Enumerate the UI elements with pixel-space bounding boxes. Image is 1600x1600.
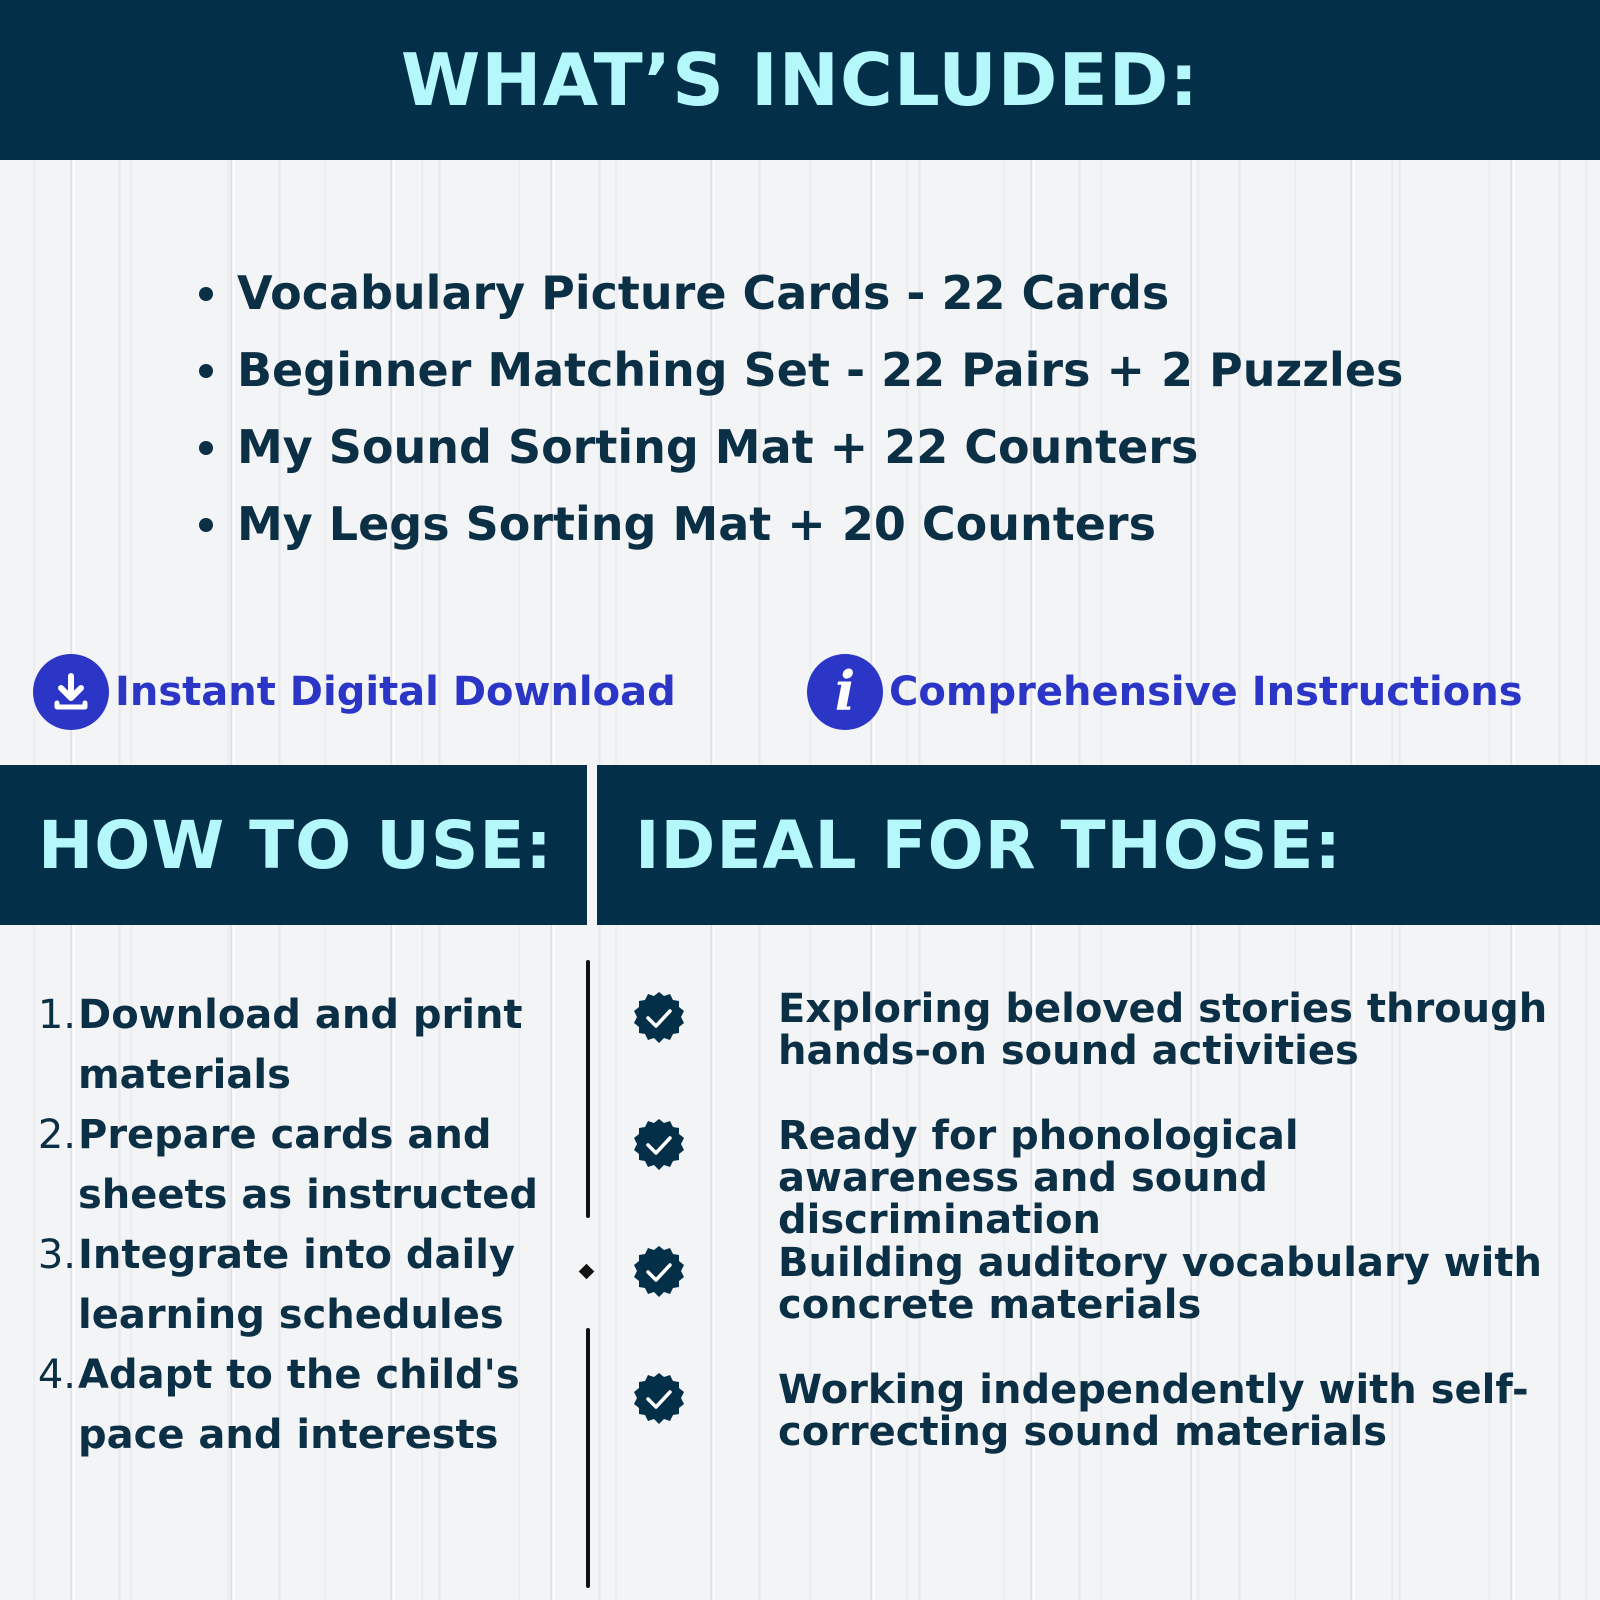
bullet-icon (199, 364, 213, 378)
ideal-item-text: Working independently with self-correcting sound materials (778, 1367, 1529, 1455)
whats-included-header (0, 0, 1600, 160)
info-icon: i (807, 654, 883, 730)
bullet-icon (199, 287, 213, 301)
check-badge-icon (632, 1372, 686, 1426)
step-text: Integrate into daily learning schedules (78, 1232, 515, 1338)
ideal-item (632, 988, 1552, 1072)
step-text: Adapt to the child's pace and interests (78, 1352, 520, 1458)
check-badge-icon (632, 1245, 686, 1299)
feature-download-label: Instant Digital Download (115, 669, 676, 715)
step-text: Prepare cards and sheets as instructed (78, 1112, 539, 1218)
bullet-icon (199, 518, 213, 532)
ideal-item-text: Ready for phonological awareness and sound discrimination (778, 1113, 1299, 1243)
step-number: 2. (37, 1112, 76, 1158)
step-text: Download and print materials (78, 992, 523, 1098)
feature-instructions (807, 653, 1523, 731)
step-item (30, 985, 575, 1105)
step-item (30, 1225, 575, 1345)
included-item: My Sound Sorting Mat + 22 Counters (195, 409, 1403, 486)
step-number: 3. (37, 1232, 76, 1278)
divider-diamond-icon (579, 1264, 595, 1280)
step-item (30, 1345, 575, 1465)
check-badge-icon (632, 1118, 686, 1172)
column-divider (586, 960, 590, 1218)
ideal-item-text: Building auditory vocabulary with concrete materials (778, 1240, 1542, 1328)
how-to-use-steps (30, 985, 575, 1465)
step-item (30, 1105, 575, 1225)
ideal-item-text: Exploring beloved stories through hands-on sound activities (778, 986, 1548, 1074)
ideal-item (632, 1115, 1552, 1241)
ideal-item (632, 1369, 1552, 1453)
ideal-for-header (597, 765, 1600, 925)
feature-instructions-label: Comprehensive Instructions (889, 669, 1523, 715)
how-to-use-header (0, 765, 587, 925)
whats-included-title: WHAT’S INCLUDED: (400, 38, 1200, 122)
included-item: My Legs Sorting Mat + 20 Counters (195, 486, 1403, 563)
step-number: 1. (37, 992, 76, 1038)
feature-download (33, 653, 676, 731)
ideal-item (632, 1242, 1552, 1326)
ideal-for-title: IDEAL FOR THOSE: (635, 806, 1342, 884)
check-badge-icon (632, 991, 686, 1045)
how-to-use-title: HOW TO USE: (38, 806, 553, 884)
included-list (195, 255, 1403, 563)
step-number: 4. (37, 1352, 76, 1398)
included-item: Vocabulary Picture Cards - 22 Cards (195, 255, 1403, 332)
included-item: Beginner Matching Set - 22 Pairs + 2 Puzzles (195, 332, 1403, 409)
column-divider (586, 1328, 590, 1588)
download-icon (33, 654, 109, 730)
bullet-icon (199, 441, 213, 455)
